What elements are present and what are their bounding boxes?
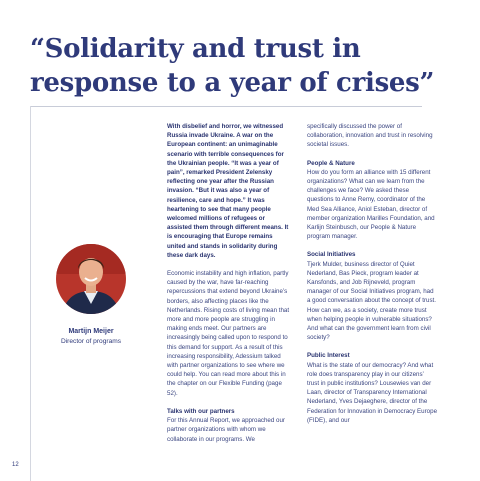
section-heading-public-interest: Public Interest — [307, 352, 350, 360]
intro-paragraph: specifically discussed the power of collaboration, innovation and trust in resolving societal issues. — [307, 123, 433, 149]
body-paragraph: Economic instability and high inflation, partly caused by the war, have far-reaching repercussions that extend beyond Ukraine’s borders, also affecting places like the Netherlands. Rising costs of living mean that more and more people are struggling in making ends meet. Our partners are increasingly being called upon to respond to this demand for support. As a result of this increasing responsibility, Adessium talked with partner organizations to see where we could help. You can read more about this in the chapter on our Flexible Funding (page 52). — [167, 270, 290, 397]
article-title — [30, 32, 450, 100]
lead-paragraph: With disbelief and horror, we witnessed Russia invade Ukraine. A war on the European continent: an unimaginable scenario with terrible consequences for the Ukrainian people. “It was a year of pain”, remarked President Zelensky reflecting one year after the Russian invasion. “But it was also a year of resilience, care and hope.” It was heartening to see that many people welcomed millions of refugees or assisted them through different means. It is encouraging that Europe remains united and stands in solidarity during these dark days. — [167, 123, 289, 259]
article-column-1 — [167, 122, 291, 453]
section-paragraph-social-initiatives: Tjerk Mulder, business director of Quiet Nederland, Bas Pieck, program leader at Kansfonds, and Job Rijneveld, program manager of our Social Initiatives program, had a good conversation about the concept of trust. How can we, as a society, create more trust when helping people in vulnerable situations? And what can the government learn from civil society? — [307, 260, 436, 342]
section-heading-people-nature: People & Nature — [307, 159, 355, 167]
portrait-photo — [56, 244, 126, 314]
section-heading: Talks with our partners — [167, 407, 235, 415]
article-column-2 — [307, 122, 437, 434]
section-paragraph-people-nature: How do you form an alliance with 15 different organizations? What can we learn from the challenges we face? We asked these questions to Anne Remy, coordinator of the Med Sea Alliance, Aniol Esteban, director of member organization Marilles Foundation, and Karlijn Steinbusch, our People & Nature program manager. — [307, 168, 435, 241]
page-number: 12 — [12, 462, 19, 468]
section-heading-social-initiatives: Social Initiatives — [307, 251, 356, 259]
section-paragraph-public-interest: What is the state of our democracy? And what role does transparency play in our citizens’ trust in public institutions? Lousewies van der Laan, director of Transparency International Nederland, Yves Dejaeghere, director of the Federation for Innovation in Democracy Europe (FIDE), and our — [307, 361, 438, 424]
person-role: Director of programs — [60, 338, 122, 345]
person-name: Martijn Meijer — [68, 328, 114, 335]
title-line-2: response to a year of crises” — [30, 68, 435, 98]
title-divider — [30, 106, 422, 107]
title-line-1: “Solidarity and trust in — [30, 34, 361, 64]
sidebar-divider — [30, 106, 31, 481]
section-paragraph: For this Annual Report, we approached our partner organizations with whom we collaborate in our programs. We — [167, 417, 285, 443]
